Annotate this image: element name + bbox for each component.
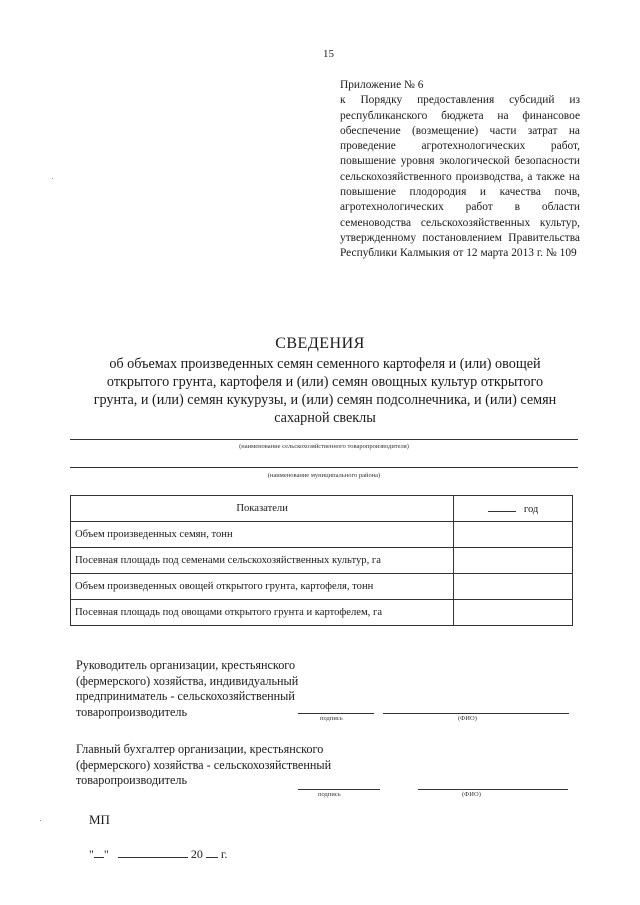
row-value-seeds-area[interactable] xyxy=(454,548,573,574)
table-row xyxy=(71,574,573,600)
page-number: 15 xyxy=(323,48,334,60)
indicators-table xyxy=(70,495,573,626)
row-value-vegetables-volume[interactable] xyxy=(454,574,573,600)
date-year-prefix: 20 xyxy=(190,847,203,861)
district-name-line[interactable] xyxy=(70,467,578,468)
header-year xyxy=(454,496,573,522)
district-name-caption: (наименование муниципального района) xyxy=(267,472,381,479)
table-row xyxy=(71,522,573,548)
date-month-blank[interactable] xyxy=(118,848,188,858)
accountant-signatory-label: Главный бухгалтер организации, крестьянского (фермерского) хозяйства - сельскохозяйственный товаропроизводитель xyxy=(76,742,332,787)
row-value-vegetables-area[interactable] xyxy=(454,600,573,626)
date-year-blank[interactable] xyxy=(206,848,218,858)
accountant-signature-line[interactable] xyxy=(298,789,380,790)
scan-mark xyxy=(40,820,41,821)
head-name-caption: (ФИО) xyxy=(458,715,477,722)
document-subtitle: об объемах произведенных семян семенного картофеля и (или) овощей открытого грунта, картофеля и (или) семян овощных культур открытого грунта, и (или) семян кукурузы, и (или) семян подсолнечника, и (или) семян сахарной свеклы xyxy=(93,356,557,426)
date-year-suffix: г. xyxy=(220,847,228,861)
table-row xyxy=(71,548,573,574)
year-blank[interactable] xyxy=(488,502,516,512)
accountant-signature-caption: подпись xyxy=(318,791,341,798)
date-close-quote: " xyxy=(103,847,109,861)
producer-name-caption: (наименование сельскохозяйственного товаропроизводителя) xyxy=(239,443,409,450)
accountant-name-line[interactable] xyxy=(418,789,568,790)
head-signature-line[interactable] xyxy=(298,713,374,714)
appendix-title: Приложение № 6 xyxy=(340,79,424,91)
table-header-row xyxy=(71,496,573,522)
document-title: СВЕДЕНИЯ xyxy=(275,335,365,352)
header-year-label: год xyxy=(523,504,539,515)
scan-mark xyxy=(52,178,53,179)
head-signatory-label: Руководитель организации, крестьянского (фермерского) хозяйства, индивидуальный предприниматель - сельскохозяйственный товаропроизводитель xyxy=(76,658,299,719)
accountant-name-caption: (ФИО) xyxy=(462,791,481,798)
date-line xyxy=(89,847,227,862)
head-name-line[interactable] xyxy=(383,713,569,714)
table-row xyxy=(71,600,573,626)
header-indicators: Показатели xyxy=(71,496,454,522)
appendix-body: к Порядку предоставления субсидий из республиканского бюджета на финансовое обеспечение (возмещение) части затрат на проведение агротехнологических работ, повышение уровня экологической безопасности сельскохозяйственного производства, а также на повышение плодородия и качества почв, агротехнологических работ в области семеноводства сельскохозяйственных культур, утвержденному постановлением Правительства Республики Калмыкия от 12 марта 2013 г. № 109 xyxy=(340,94,580,260)
head-signature-caption: подпись xyxy=(320,715,343,722)
date-day-blank[interactable] xyxy=(94,848,104,858)
date-open-quote: " xyxy=(89,847,94,861)
row-label-vegetables-area: Посевная площадь под овощами открытого грунта и картофелем, га xyxy=(71,600,454,626)
row-label-vegetables-volume: Объем произведенных овощей открытого грунта, картофеля, тонн xyxy=(71,574,454,600)
row-label-seeds-volume: Объем произведенных семян, тонн xyxy=(71,522,454,548)
stamp-place: МП xyxy=(89,812,110,827)
row-label-seeds-area: Посевная площадь под семенами сельскохозяйственных культур, га xyxy=(71,548,454,574)
row-value-seeds-volume[interactable] xyxy=(454,522,573,548)
producer-name-line[interactable] xyxy=(70,439,578,440)
appendix-block xyxy=(340,78,580,262)
